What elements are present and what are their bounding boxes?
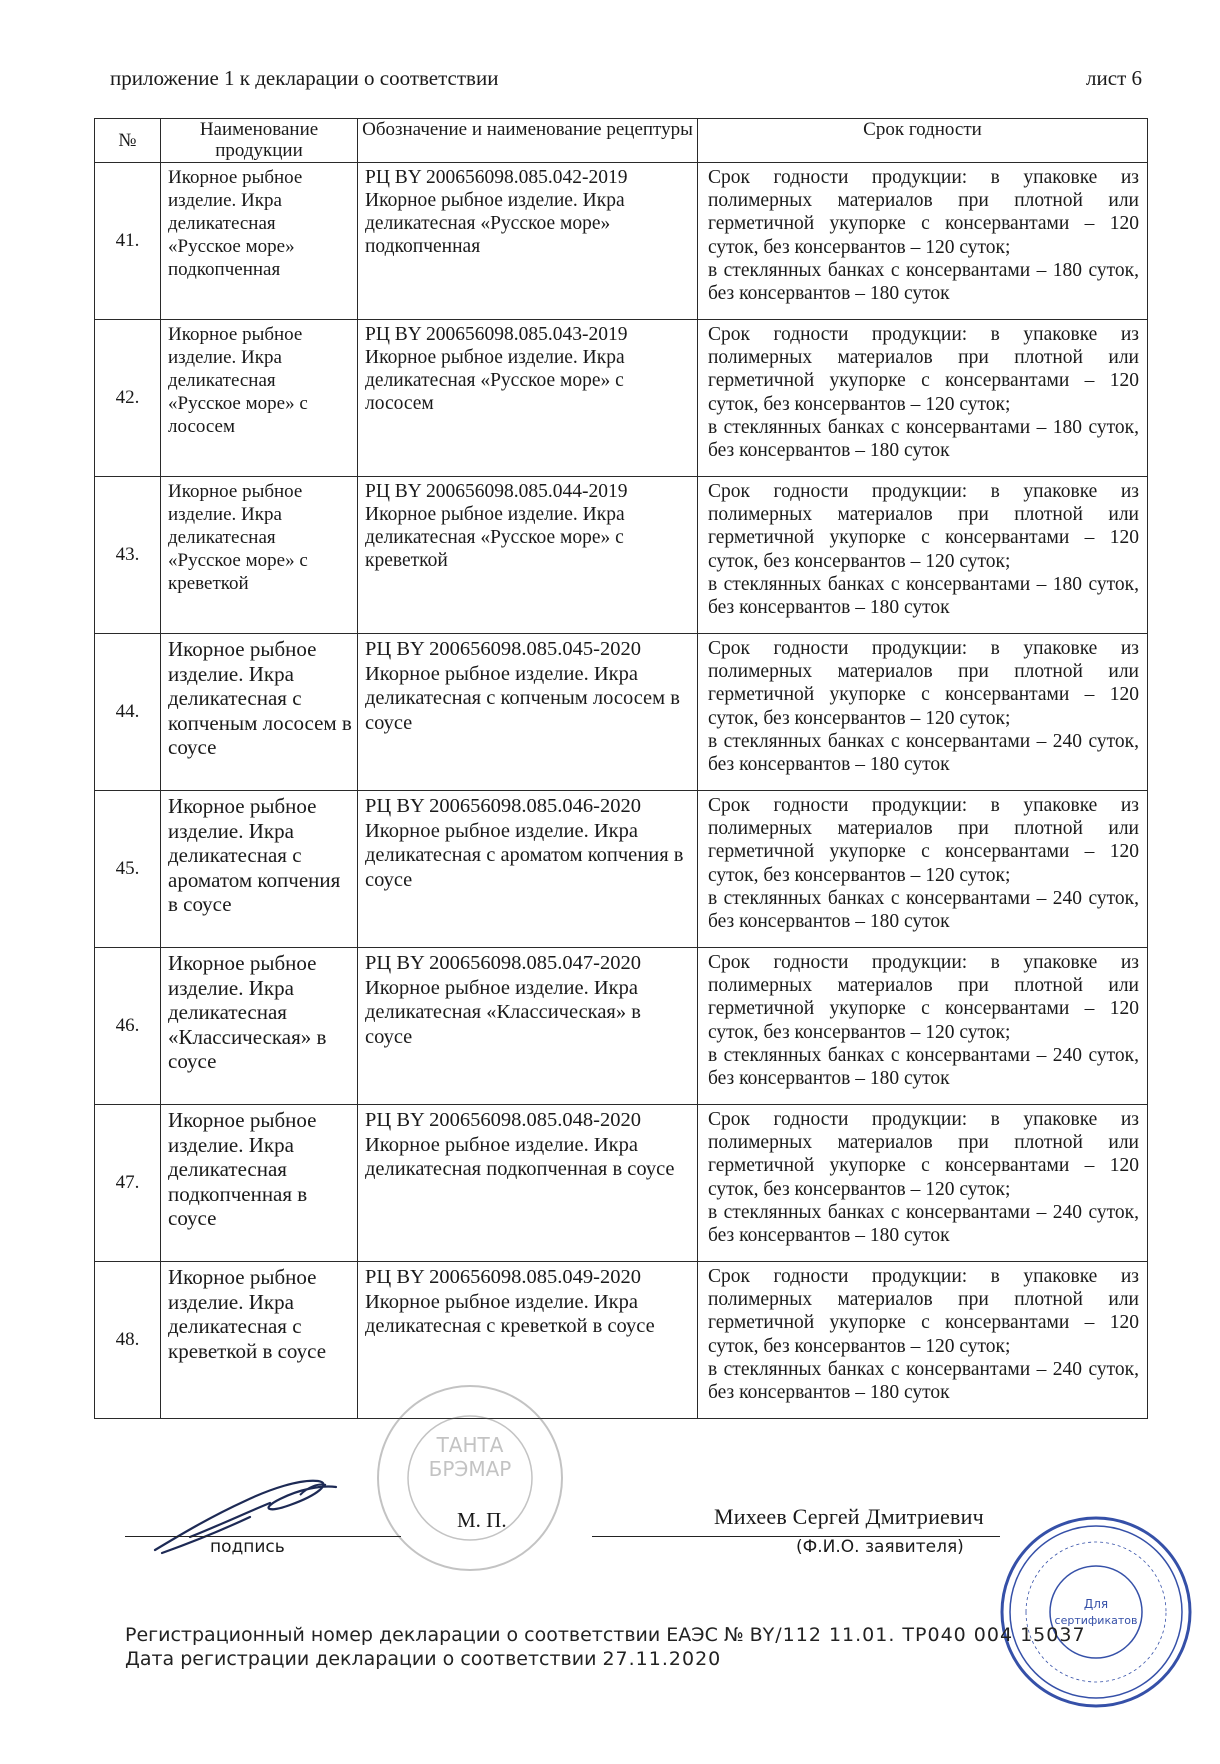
applicant-label: (Ф.И.О. заявителя) — [796, 1537, 964, 1557]
expiry-text: Срок годности продукции: в упаковке из полимерных материалов при плотной или герметичной укупорке с консервантами – 120 суток, без консервантов – 120 суток; — [708, 481, 1139, 572]
products-table — [94, 118, 1148, 1419]
recipe-code: РЦ BY 200656098.085.045-2020 — [365, 638, 641, 660]
table-row — [95, 320, 1148, 477]
product-name: Икорное рыбное изделие. Икра деликатесная подкопченная в соусе — [161, 1105, 358, 1262]
expiry-text: в стеклянных банках с консервантами – 240 суток, без консервантов – 180 суток — [708, 1044, 1139, 1090]
table-row — [95, 948, 1148, 1105]
svg-text:сертификатов: сертификатов — [1054, 1614, 1138, 1627]
table-row — [95, 634, 1148, 791]
recipe-name: Икорное рыбное изделие. Икра деликатесная с ароматом копчения в соусе — [365, 819, 684, 891]
expiry-text: Срок годности продукции: в упаковке из полимерных материалов при плотной или герметичной укупорке с консервантами – 120 суток, без консервантов – 120 суток; — [708, 167, 1139, 258]
svg-text:БРЭМАР: БРЭМАР — [428, 1457, 512, 1481]
recipe-code: РЦ BY 200656098.085.042-2019 — [365, 167, 628, 188]
svg-text:Для: Для — [1083, 1597, 1109, 1611]
recipe-cell — [358, 477, 698, 634]
registration-date-label: Дата регистрации декларации о соответствии — [125, 1648, 597, 1670]
applicant-name: Михеев Сергей Дмитриевич — [714, 1504, 984, 1529]
product-name: Икорное рыбное изделие. Икра деликатесная «Русское море» подкопченная — [161, 163, 358, 320]
product-name: Икорное рыбное изделие. Икра деликатесная «Русское море» с креветкой — [161, 477, 358, 634]
svg-text:ТАНТА: ТАНТА — [436, 1433, 504, 1457]
recipe-cell — [358, 320, 698, 477]
recipe-cell — [358, 163, 698, 320]
expiry-cell — [698, 1105, 1148, 1262]
expiry-text: Срок годности продукции: в упаковке из полимерных материалов при плотной или герметичной укупорке с консервантами – 120 суток, без консервантов – 120 суток; — [708, 638, 1139, 729]
table-row — [95, 477, 1148, 634]
faint-company-stamp — [355, 1378, 585, 1578]
recipe-code: РЦ BY 200656098.085.043-2019 — [365, 324, 628, 345]
signature-label: подпись — [210, 1537, 285, 1557]
registration-number — [125, 1624, 1086, 1646]
attachment-title: приложение 1 к декларации о соответствии — [110, 66, 499, 90]
table-row — [95, 791, 1148, 948]
recipe-name: Икорное рыбное изделие. Икра деликатесная «Классическая» в соусе — [365, 976, 641, 1048]
header-num: № — [95, 119, 161, 163]
expiry-cell — [698, 791, 1148, 948]
expiry-text: в стеклянных банках с консервантами – 240 суток, без консервантов – 180 суток — [708, 1358, 1139, 1404]
row-number: 46. — [95, 948, 161, 1105]
product-name: Икорное рыбное изделие. Икра деликатесная с креветкой в соусе — [161, 1262, 358, 1419]
recipe-cell — [358, 634, 698, 791]
row-number: 47. — [95, 1105, 161, 1262]
expiry-cell — [698, 320, 1148, 477]
expiry-text: Срок годности продукции: в упаковке из полимерных материалов при плотной или герметичной укупорке с консервантами – 120 суток, без консервантов – 120 суток; — [708, 324, 1139, 415]
table-row — [95, 1262, 1148, 1419]
row-number: 45. — [95, 791, 161, 948]
recipe-code: РЦ BY 200656098.085.049-2020 — [365, 1266, 641, 1288]
product-name: Икорное рыбное изделие. Икра деликатесная «Классическая» в соусе — [161, 948, 358, 1105]
registration-number-label: Регистрационный номер декларации о соответствии ЕАЭС № — [125, 1624, 744, 1646]
recipe-name: Икорное рыбное изделие. Икра деликатесная «Русское море» подкопченная — [365, 190, 625, 257]
recipe-cell — [358, 948, 698, 1105]
registration-date-value: 27.11.2020 — [602, 1648, 722, 1670]
table-header-row — [95, 119, 1148, 163]
expiry-text: в стеклянных банках с консервантами – 180 суток, без консервантов – 180 суток — [708, 416, 1139, 462]
header-expiry: Срок годности — [698, 119, 1148, 163]
table-row — [95, 1105, 1148, 1262]
expiry-text: Срок годности продукции: в упаковке из полимерных материалов при плотной или герметичной укупорке с консервантами – 120 суток, без консервантов – 120 суток; — [708, 1109, 1139, 1200]
expiry-text: в стеклянных банках с консервантами – 240 суток, без консервантов – 180 суток — [708, 1201, 1139, 1247]
expiry-cell — [698, 634, 1148, 791]
header-recipe: Обозначение и наименование рецептуры — [358, 119, 698, 163]
expiry-text: Срок годности продукции: в упаковке из полимерных материалов при плотной или герметичной укупорке с консервантами – 120 суток, без консервантов – 120 суток; — [708, 952, 1139, 1043]
table-row — [95, 163, 1148, 320]
expiry-cell — [698, 477, 1148, 634]
expiry-text: Срок годности продукции: в упаковке из полимерных материалов при плотной или герметичной укупорке с консервантами – 120 суток, без консервантов – 120 суток; — [708, 795, 1139, 886]
expiry-text: Срок годности продукции: в упаковке из полимерных материалов при плотной или герметичной укупорке с консервантами – 120 суток, без консервантов – 120 суток; — [708, 1266, 1139, 1357]
recipe-name: Икорное рыбное изделие. Икра деликатесная «Русское море» с креветкой — [365, 504, 625, 571]
expiry-cell — [698, 948, 1148, 1105]
expiry-text: в стеклянных банках с консервантами – 180 суток, без консервантов – 180 суток — [708, 573, 1139, 619]
row-number: 48. — [95, 1262, 161, 1419]
expiry-text: в стеклянных банках с консервантами – 240 суток, без консервантов – 180 суток — [708, 887, 1139, 933]
recipe-code: РЦ BY 200656098.085.047-2020 — [365, 952, 641, 974]
recipe-name: Икорное рыбное изделие. Икра деликатесная «Русское море» с лососем — [365, 347, 625, 414]
header-name: Наименование продукции — [161, 119, 358, 163]
recipe-name: Икорное рыбное изделие. Икра деликатесная с креветкой в соусе — [365, 1290, 655, 1337]
product-name: Икорное рыбное изделие. Икра деликатесная «Русское море» с лососем — [161, 320, 358, 477]
seal-place-label: М. П. — [457, 1508, 507, 1532]
row-number: 41. — [95, 163, 161, 320]
product-name: Икорное рыбное изделие. Икра деликатесная с ароматом копчения в соусе — [161, 791, 358, 948]
expiry-cell — [698, 163, 1148, 320]
expiry-text: в стеклянных банках с консервантами – 180 суток, без консервантов – 180 суток — [708, 259, 1139, 305]
recipe-code: РЦ BY 200656098.085.044-2019 — [365, 481, 628, 502]
expiry-text: в стеклянных банках с консервантами – 240 суток, без консервантов – 180 суток — [708, 730, 1139, 776]
recipe-cell — [358, 791, 698, 948]
expiry-cell — [698, 1262, 1148, 1419]
sheet-number: лист 6 — [1086, 66, 1142, 90]
recipe-name: Икорное рыбное изделие. Икра деликатесная подкопченная в соусе — [365, 1133, 675, 1180]
recipe-code: РЦ BY 200656098.085.046-2020 — [365, 795, 641, 817]
company-round-stamp — [996, 1512, 1196, 1712]
row-number: 43. — [95, 477, 161, 634]
recipe-name: Икорное рыбное изделие. Икра деликатесная с копченым лососем в соусе — [365, 662, 680, 734]
registration-date — [125, 1648, 721, 1670]
registration-number-value: BY/112 11.01. ТР040 004 15037 — [749, 1624, 1086, 1646]
row-number: 44. — [95, 634, 161, 791]
row-number: 42. — [95, 320, 161, 477]
recipe-cell — [358, 1105, 698, 1262]
recipe-code: РЦ BY 200656098.085.048-2020 — [365, 1109, 641, 1131]
product-name: Икорное рыбное изделие. Икра деликатесная с копченым лососем в соусе — [161, 634, 358, 791]
